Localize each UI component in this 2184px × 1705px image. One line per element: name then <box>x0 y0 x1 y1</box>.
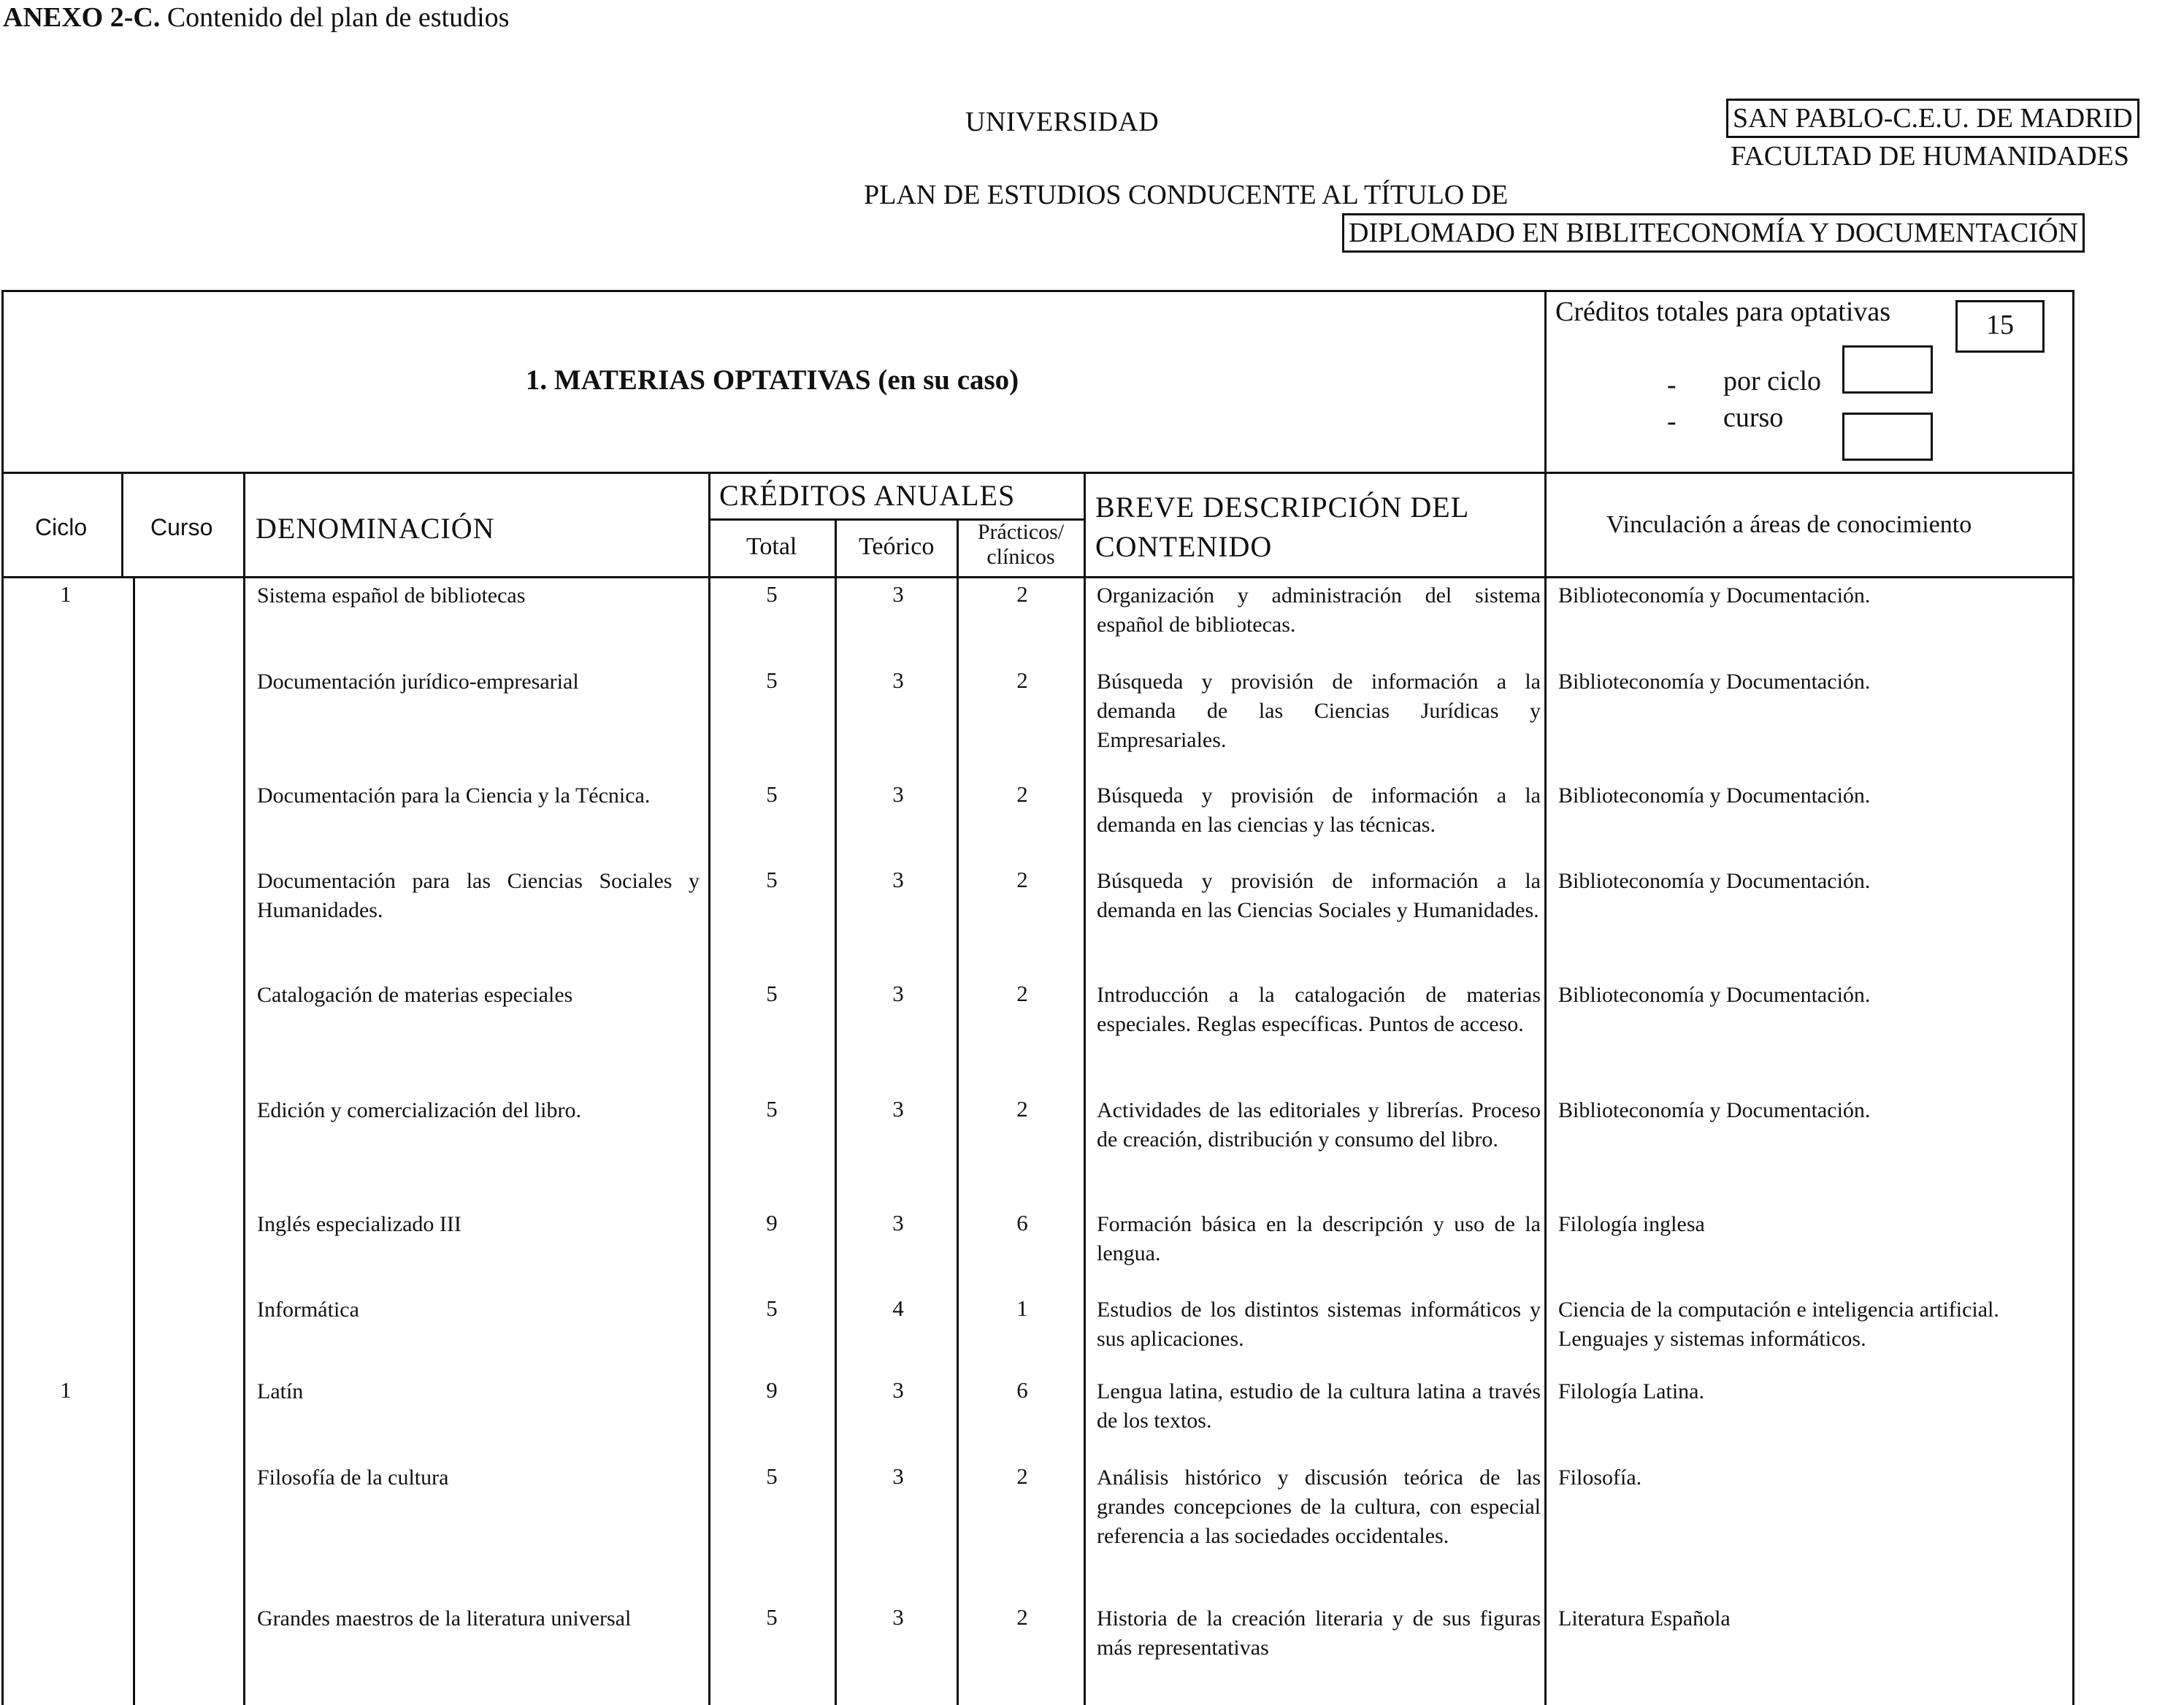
rule-ciclo <box>133 576 135 1705</box>
col-breve-descripcion <box>1095 488 1469 567</box>
row-vinculacion: Biblioteconomía y Documentación. <box>1558 1098 1871 1122</box>
row-vinculacion: Biblioteconomía y Documentación. <box>1558 583 1871 608</box>
row-denominacion: Informática <box>257 1298 359 1322</box>
row-practicos: 1 <box>1016 1295 1028 1321</box>
row-denominacion: Documentación jurídico-empresarial <box>257 670 579 694</box>
row-total: 5 <box>766 1096 778 1122</box>
row-total: 5 <box>766 1463 778 1489</box>
col-creditos-anuales: CRÉDITOS ANUALES <box>719 479 1016 512</box>
row-vinculacion: Biblioteconomía y Documentación. <box>1558 869 1871 893</box>
anexo-number: ANEXO 2-C. <box>3 2 161 33</box>
row-denominacion: Documentación para la Ciencia y la Técnica. <box>257 783 651 808</box>
row-practicos: 2 <box>1016 1604 1028 1630</box>
row-descripcion: Búsqueda y provisión de información a la demanda en las Ciencias Sociales y Humanidades. <box>1097 869 1541 922</box>
row-practicos: 2 <box>1016 781 1028 807</box>
row-vinculacion: Literatura Española <box>1558 1606 1731 1631</box>
col-practicos-line2: clínicos <box>986 545 1055 569</box>
row-teorico: 3 <box>892 867 904 892</box>
row-denominacion: Inglés especializado III <box>257 1212 461 1236</box>
titulo-value: DIPLOMADO EN BIBLITECONOMÍA Y DOCUMENTACIÓN <box>1342 213 2085 253</box>
row-teorico: 3 <box>892 667 904 693</box>
row-denominacion: Catalogación de materias especiales <box>257 983 573 1007</box>
row-descripcion: Organización y administración del sistema español de bibliotecas. <box>1097 583 1541 637</box>
col-practicos-line1: Prácticos/ <box>977 520 1065 544</box>
row-descripcion: Estudios de los distintos sistemas informáticos y sus aplicaciones. <box>1097 1298 1541 1351</box>
por-ciclo-box <box>1842 345 1933 394</box>
anexo-subtitle: Contenido del plan de estudios <box>166 2 510 33</box>
row-total: 5 <box>766 667 778 693</box>
rule-practicos <box>1084 472 1086 1705</box>
row-ciclo: 1 <box>60 581 72 607</box>
row-practicos: 2 <box>1016 667 1028 693</box>
row-practicos: 6 <box>1016 1377 1028 1403</box>
row-teorico: 3 <box>892 1096 904 1122</box>
row-descripcion: Búsqueda y provisión de información a la demanda en las ciencias y las técnicas. <box>1097 783 1541 837</box>
col-breve-line1: BREVE DESCRIPCIÓN DEL <box>1095 491 1470 524</box>
row-descripcion: Formación básica en la descripción y uso de la lengua. <box>1097 1212 1541 1265</box>
row-practicos: 2 <box>1016 1463 1028 1489</box>
col-curso: Curso <box>150 514 213 540</box>
rule-ciclo-hdr <box>121 472 123 576</box>
row-descripcion: Historia de la creación literaria y de sus figuras más representativas <box>1097 1606 1541 1660</box>
row-vinculacion: Filología Latina. <box>1558 1379 1704 1403</box>
row-total: 9 <box>766 1210 778 1235</box>
row-practicos: 2 <box>1016 581 1028 607</box>
section-title: 1. MATERIAS OPTATIVAS (en su caso) <box>525 364 1019 396</box>
row-denominacion: Grandes maestros de la literatura universal <box>257 1606 632 1631</box>
row-total: 5 <box>766 867 778 892</box>
rule-teorico <box>957 518 959 1705</box>
row-total: 5 <box>766 981 778 1006</box>
dash-curso: - <box>1667 406 1677 437</box>
row-total: 5 <box>766 1295 778 1321</box>
facultad-name: FACULTAD DE HUMANIDADES <box>1731 141 2129 172</box>
rule-vinculacion <box>1544 290 1547 1705</box>
row-total: 5 <box>766 781 778 807</box>
rule-header-bottom <box>1 576 2074 578</box>
row-ciclo: 1 <box>60 1377 72 1403</box>
col-total: Total <box>746 533 797 560</box>
row-teorico: 3 <box>892 981 904 1006</box>
creditos-optativas-label: Créditos totales para optativas <box>1555 296 1891 327</box>
row-vinculacion: Filología inglesa <box>1558 1212 1705 1236</box>
row-teorico: 3 <box>892 581 904 607</box>
row-vinculacion: Filosofía. <box>1558 1465 1642 1490</box>
row-descripcion: Búsqueda y provisión de información a la demanda de las Ciencias Jurídicas y Empresariales. <box>1097 670 1541 752</box>
row-teorico: 3 <box>892 1463 904 1489</box>
row-vinculacion: Ciencia de la computación e inteligencia artificial. Lenguajes y sistemas informáticos. <box>1558 1298 1999 1351</box>
dash-por-ciclo: - <box>1667 369 1677 400</box>
col-teorico: Teórico <box>859 533 935 560</box>
col-vinculacion: Vinculación a áreas de conocimiento <box>1606 511 1972 538</box>
rule-header-top <box>1 472 2074 474</box>
row-teorico: 3 <box>892 1210 904 1235</box>
row-teorico: 3 <box>892 1604 904 1630</box>
row-practicos: 2 <box>1016 867 1028 892</box>
curso-label: curso <box>1723 402 1784 433</box>
row-descripcion: Introducción a la catalogación de materias especiales. Reglas específicas. Puntos de acceso. <box>1097 983 1541 1036</box>
row-vinculacion: Biblioteconomía y Documentación. <box>1558 670 1871 694</box>
row-teorico: 4 <box>892 1295 904 1321</box>
anexo-heading <box>3 1 509 34</box>
row-practicos: 2 <box>1016 981 1028 1006</box>
curso-box <box>1842 413 1933 461</box>
row-vinculacion: Biblioteconomía y Documentación. <box>1558 783 1871 808</box>
universidad-value: SAN PABLO-C.E.U. DE MADRID <box>1726 99 2139 138</box>
row-vinculacion: Biblioteconomía y Documentación. <box>1558 983 1871 1007</box>
row-descripcion: Lengua latina, estudio de la cultura latina a través de los textos. <box>1097 1379 1541 1433</box>
row-total: 5 <box>766 1604 778 1630</box>
rule-curso <box>243 472 245 1705</box>
plan-label: PLAN DE ESTUDIOS CONDUCENTE AL TÍTULO DE <box>864 180 1509 210</box>
row-practicos: 2 <box>1016 1096 1028 1122</box>
row-denominacion: Latín <box>257 1379 304 1403</box>
col-breve-line2: CONTENIDO <box>1095 530 1273 563</box>
col-denominacion: DENOMINACIÓN <box>256 512 495 545</box>
creditos-optativas-value: 15 <box>1955 300 2045 353</box>
row-descripcion: Análisis histórico y discusión teórica de las grandes concepciones de la cultura, con especial referencia a las sociedades occidentales. <box>1097 1465 1541 1548</box>
rule-total <box>835 518 837 1705</box>
row-teorico: 3 <box>892 781 904 807</box>
universidad-label: UNIVERSIDAD <box>965 107 1160 137</box>
row-descripcion: Actividades de las editoriales y librerías. Proceso de creación, distribución y consumo del libro. <box>1097 1098 1541 1152</box>
row-total: 5 <box>766 581 778 607</box>
col-practicos <box>971 520 1070 570</box>
row-practicos: 6 <box>1016 1210 1028 1235</box>
row-total: 9 <box>766 1377 778 1403</box>
row-denominacion: Documentación para las Ciencias Sociales y Humanidades. <box>257 869 700 922</box>
row-teorico: 3 <box>892 1377 904 1403</box>
row-denominacion: Sistema español de bibliotecas <box>257 583 526 608</box>
col-ciclo: Ciclo <box>35 514 88 540</box>
por-ciclo-label: por ciclo <box>1723 366 1822 396</box>
rule-denominacion <box>708 472 710 1705</box>
row-denominacion: Filosofía de la cultura <box>257 1465 449 1490</box>
row-denominacion: Edición y comercialización del libro. <box>257 1098 581 1122</box>
